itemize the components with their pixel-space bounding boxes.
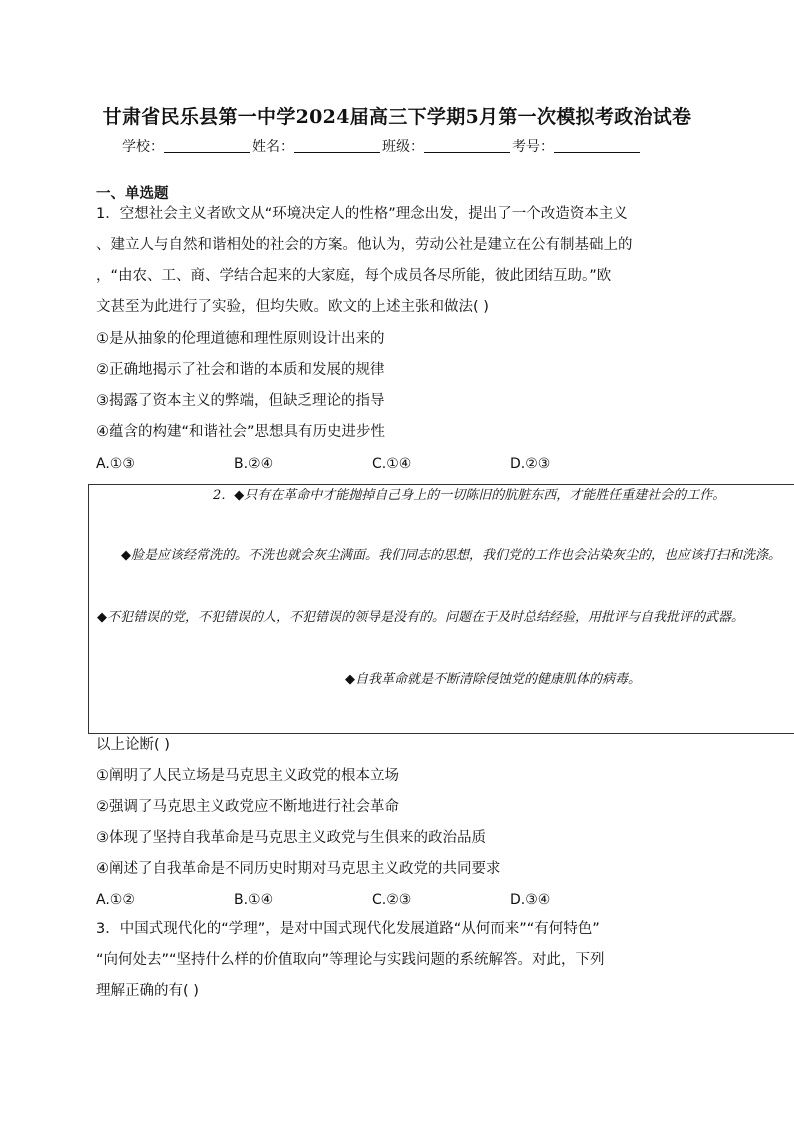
question-2-option-d[interactable]: D.③④ (510, 892, 551, 908)
question-1-statement: ④蕴含的构建“和谐社会”思想具有历史进步性 (96, 424, 386, 440)
question-1-statement: ③揭露了资本主义的弊端，但缺乏理论的指导 (96, 393, 385, 409)
question-2-statement: ①阐明了人民立场是马克思主义政党的根本立场 (96, 768, 399, 784)
name-field[interactable] (294, 138, 380, 153)
school-field[interactable] (164, 138, 250, 153)
question-1-option-d[interactable]: D.②③ (510, 456, 551, 472)
question-2-option-b[interactable]: B.①④ (234, 892, 274, 908)
question-2-stem: 以上论断( ) (96, 737, 170, 753)
page-title: 甘肃省民乐县第一中学2024届高三下学期5月第一次模拟考政治试卷 (102, 106, 692, 128)
question-1-line: ，“由农、工、商、学结合起来的大家庭，每个成员各尽所能，彼此团结互助。”欧 (96, 268, 612, 284)
question-1-option-c[interactable]: C.①④ (372, 456, 412, 472)
question-1-option-b[interactable]: B.②④ (234, 456, 274, 472)
question-1-statement: ②正确地揭示了社会和谐的本质和发展的规律 (96, 362, 385, 378)
question-1-statement: ①是从抽象的伦理道德和理性原则设计出来的 (96, 331, 385, 347)
number-label: 考号： (512, 139, 554, 155)
question-1-line: 1．空想社会主义者欧文从“环境决定人的性格”理念出发，提出了一个改造资本主义 (96, 206, 628, 222)
question-3-line: 3．中国式现代化的“学理”，是对中国式现代化发展道路“从何而来”“有何特色” (96, 921, 600, 937)
question-1-line: 文甚至为此进行了实验，但均失败。欧文的上述主张和做法( ) (96, 299, 489, 315)
question-1-option-a[interactable]: A.①③ (96, 456, 135, 472)
quote-line: ◆不犯错误的党，不犯错误的人，不犯错误的领导是没有的。问题在于及时总结经验，用批评与自我批评的武器。 (97, 610, 744, 625)
class-field[interactable] (424, 138, 510, 153)
quote-line: 2．◆只有在革命中才能抛掉自己身上的一切陈旧的肮脏东西，才能胜任重建社会的工作。 (213, 488, 726, 503)
question-2-quote-box (88, 484, 794, 734)
question-2-option-c[interactable]: C.②③ (372, 892, 412, 908)
number-field[interactable] (554, 138, 640, 153)
class-label: 班级： (382, 139, 424, 155)
section-heading: 一、单选题 (96, 186, 169, 202)
question-2-option-a[interactable]: A.①② (96, 892, 135, 908)
question-2-statement: ②强调了马克思主义政党应不断地进行社会革命 (96, 799, 399, 815)
quote-line: ◆脸是应该经常洗的。不洗也就会灰尘满面。我们同志的思想，我们党的工作也会沾染灰尘的，也应该打扫和洗涤。 (121, 548, 781, 563)
question-1-line: 、建立人与自然和谐相处的社会的方案。他认为，劳动公社是建立在公有制基础上的 (96, 237, 633, 253)
question-2-statement: ③体现了坚持自我革命是马克思主义政党与生俱来的政治品质 (96, 830, 486, 846)
name-label: 姓名： (252, 139, 294, 155)
question-3-line: 理解正确的有( ) (96, 983, 199, 999)
question-2-statement: ④阐述了自我革命是不同历史时期对马克思主义政党的共同要求 (96, 861, 501, 877)
school-label: 学校： (122, 139, 164, 155)
quote-line: ◆自我革命就是不断清除侵蚀党的健康肌体的病毒。 (345, 672, 641, 687)
student-info-row (122, 136, 642, 156)
question-3-line: “向何处去”“坚持什么样的价值取向”等理论与实践问题的系统解答。对此，下列 (96, 952, 605, 968)
